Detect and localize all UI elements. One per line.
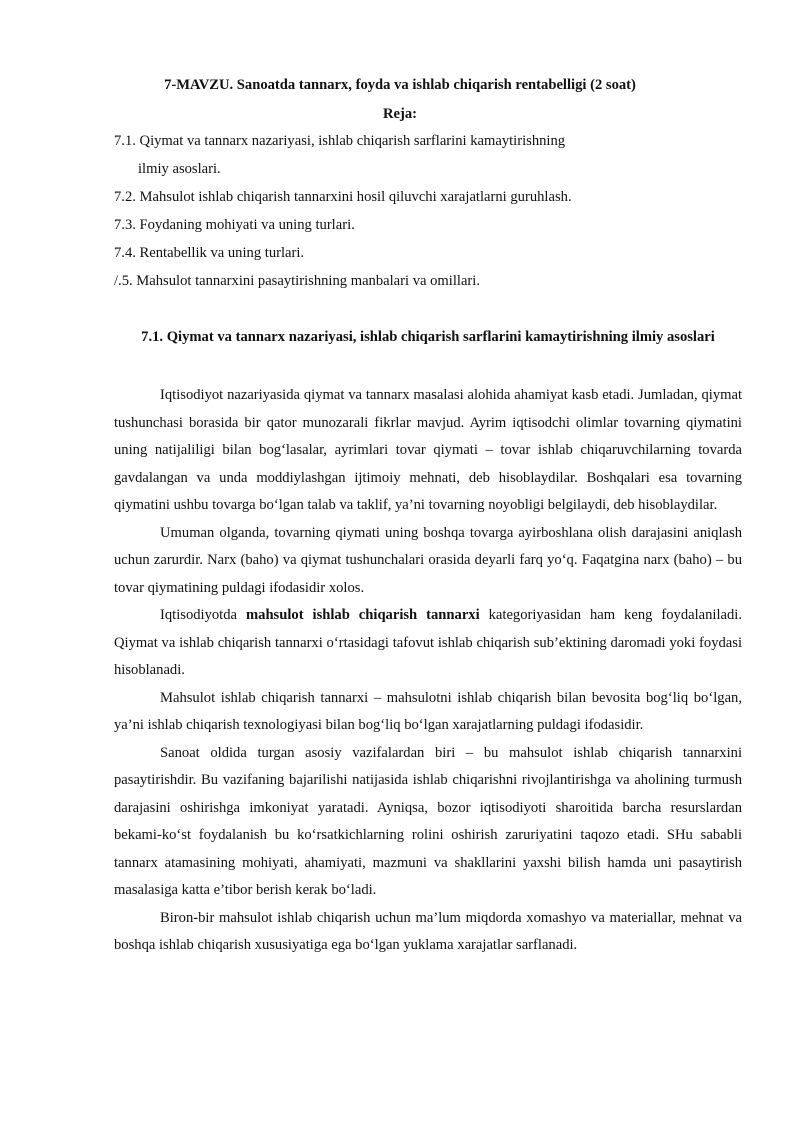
plan-item: ilmiy asoslari. (138, 161, 221, 177)
body-text (114, 382, 742, 960)
paragraph: Biron-bir mahsulot ishlab chiqarish uchun ma’lum miqdorda xomashyo va materiallar, mehnat va boshqa ishlab chiqarish xususiyatiga ega bo‘lgan yuklama xarajatlar sarflanadi. (114, 909, 742, 953)
plan-item: /.5. Mahsulot tannarxini pasaytirishning manbalari va omillari. (114, 273, 480, 289)
section-heading: 7.1. Qiymat va tannarx nazariyasi, ishlab chiqarish sarflarini kamaytirishning ilmiy asoslari (141, 329, 715, 345)
key-term: mahsulot ishlab chiqarish tannarxi (245, 607, 480, 623)
plan-item: 7.1. Qiymat va tannarx nazariyasi, ishlab chiqarish sarflarini kamaytirishning (114, 133, 566, 149)
plan-item: 7.2. Mahsulot ishlab chiqarish tannarxini hosil qiluvchi xarajatlarni guruhlash. (114, 189, 572, 205)
paragraph: Umuman olganda, tovarning qiymati uning boshqa tovarga ayirboshlana olish darajasini aniqlash uchun zarurdir. Narx (baho) va qiymat tushunchalari orasida deyarli farq yo‘q. Faqatgina narx (baho) – bu tovar qiymatining puldagi ifodasidir xolos. (114, 524, 742, 596)
paragraph (114, 602, 742, 685)
plan-heading: Reja: (382, 106, 418, 122)
paragraph-text: Iqtisodiyotda (160, 607, 246, 623)
paragraph-text: kategoriyasidan ham keng foydalaniladi. Qiymat va ishlab chiqarish tannarxi o‘rtasidagi tafovut ishlab chiqarish sub’ektining daromadi yoki foydasi hisoblanadi. (114, 607, 743, 678)
plan-item: 7.4. Rentabellik va uning turlari. (114, 245, 305, 261)
paragraph: Sanoat oldida turgan asosiy vazifalardan biri – bu mahsulot ishlab chiqarish tannarxini pasaytirishdir. Bu vazifaning bajarilishi natijasida ishlab chiqarishni rivojlantirishga va aholining turmush darajasini oshirishga imkoniyat yaratadi. Ayniqsa, bozor iqtisodiyoti sharoitida barcha resurslardan bekami-ko‘st foydalanish bu ko‘rsatkichlarning rolini oshirish zaruriyatini taqozo etadi. SHu sababli tannarx atamasining mohiyati, ahamiyati, mazmuni va shakllarini yaxshi bilish hamda uni pasaytirish masalasiga katta e’tibor berish kerak bo‘ladi. (114, 744, 742, 898)
topic-title: 7-MAVZU. Sanoatda tannarx, foyda va ishlab chiqarish rentabelligi (2 soat) (164, 77, 636, 93)
paragraph: Mahsulot ishlab chiqarish tannarxi – mahsulotni ishlab chiqarish bilan bevosita bog‘liq bo‘lgan, ya’ni ishlab chiqarish texnologiyasi bilan bog‘liq bo‘lgan xarajatlarning puldagi ifodasidir. (114, 689, 742, 733)
paragraph: Iqtisodiyot nazariyasida qiymat va tannarx masalasi alohida ahamiyat kasb etadi. Jumladan, qiymat tushunchasi borasida bir qator munozarali fikrlar mavjud. Ayrim iqtisodchi olimlar tovarning qiymatini uning natijaliligi bilan bog‘lasalar, ayrimlari tovar qiymati – tovar ishlab chiqaruvchilarning tovarda gavdalangan va unda moddiylashgan ijtimoiy mehnati, deb hisoblaydilar. Boshqalari esa tovarning qiymatini ushbu tovarga bo‘lgan talab va taklif, ya’ni tovarning noyobligi belgilaydi, deb hisoblaydilar. (114, 387, 742, 513)
plan-item: 7.3. Foydaning mohiyati va uning turlari. (114, 217, 355, 233)
